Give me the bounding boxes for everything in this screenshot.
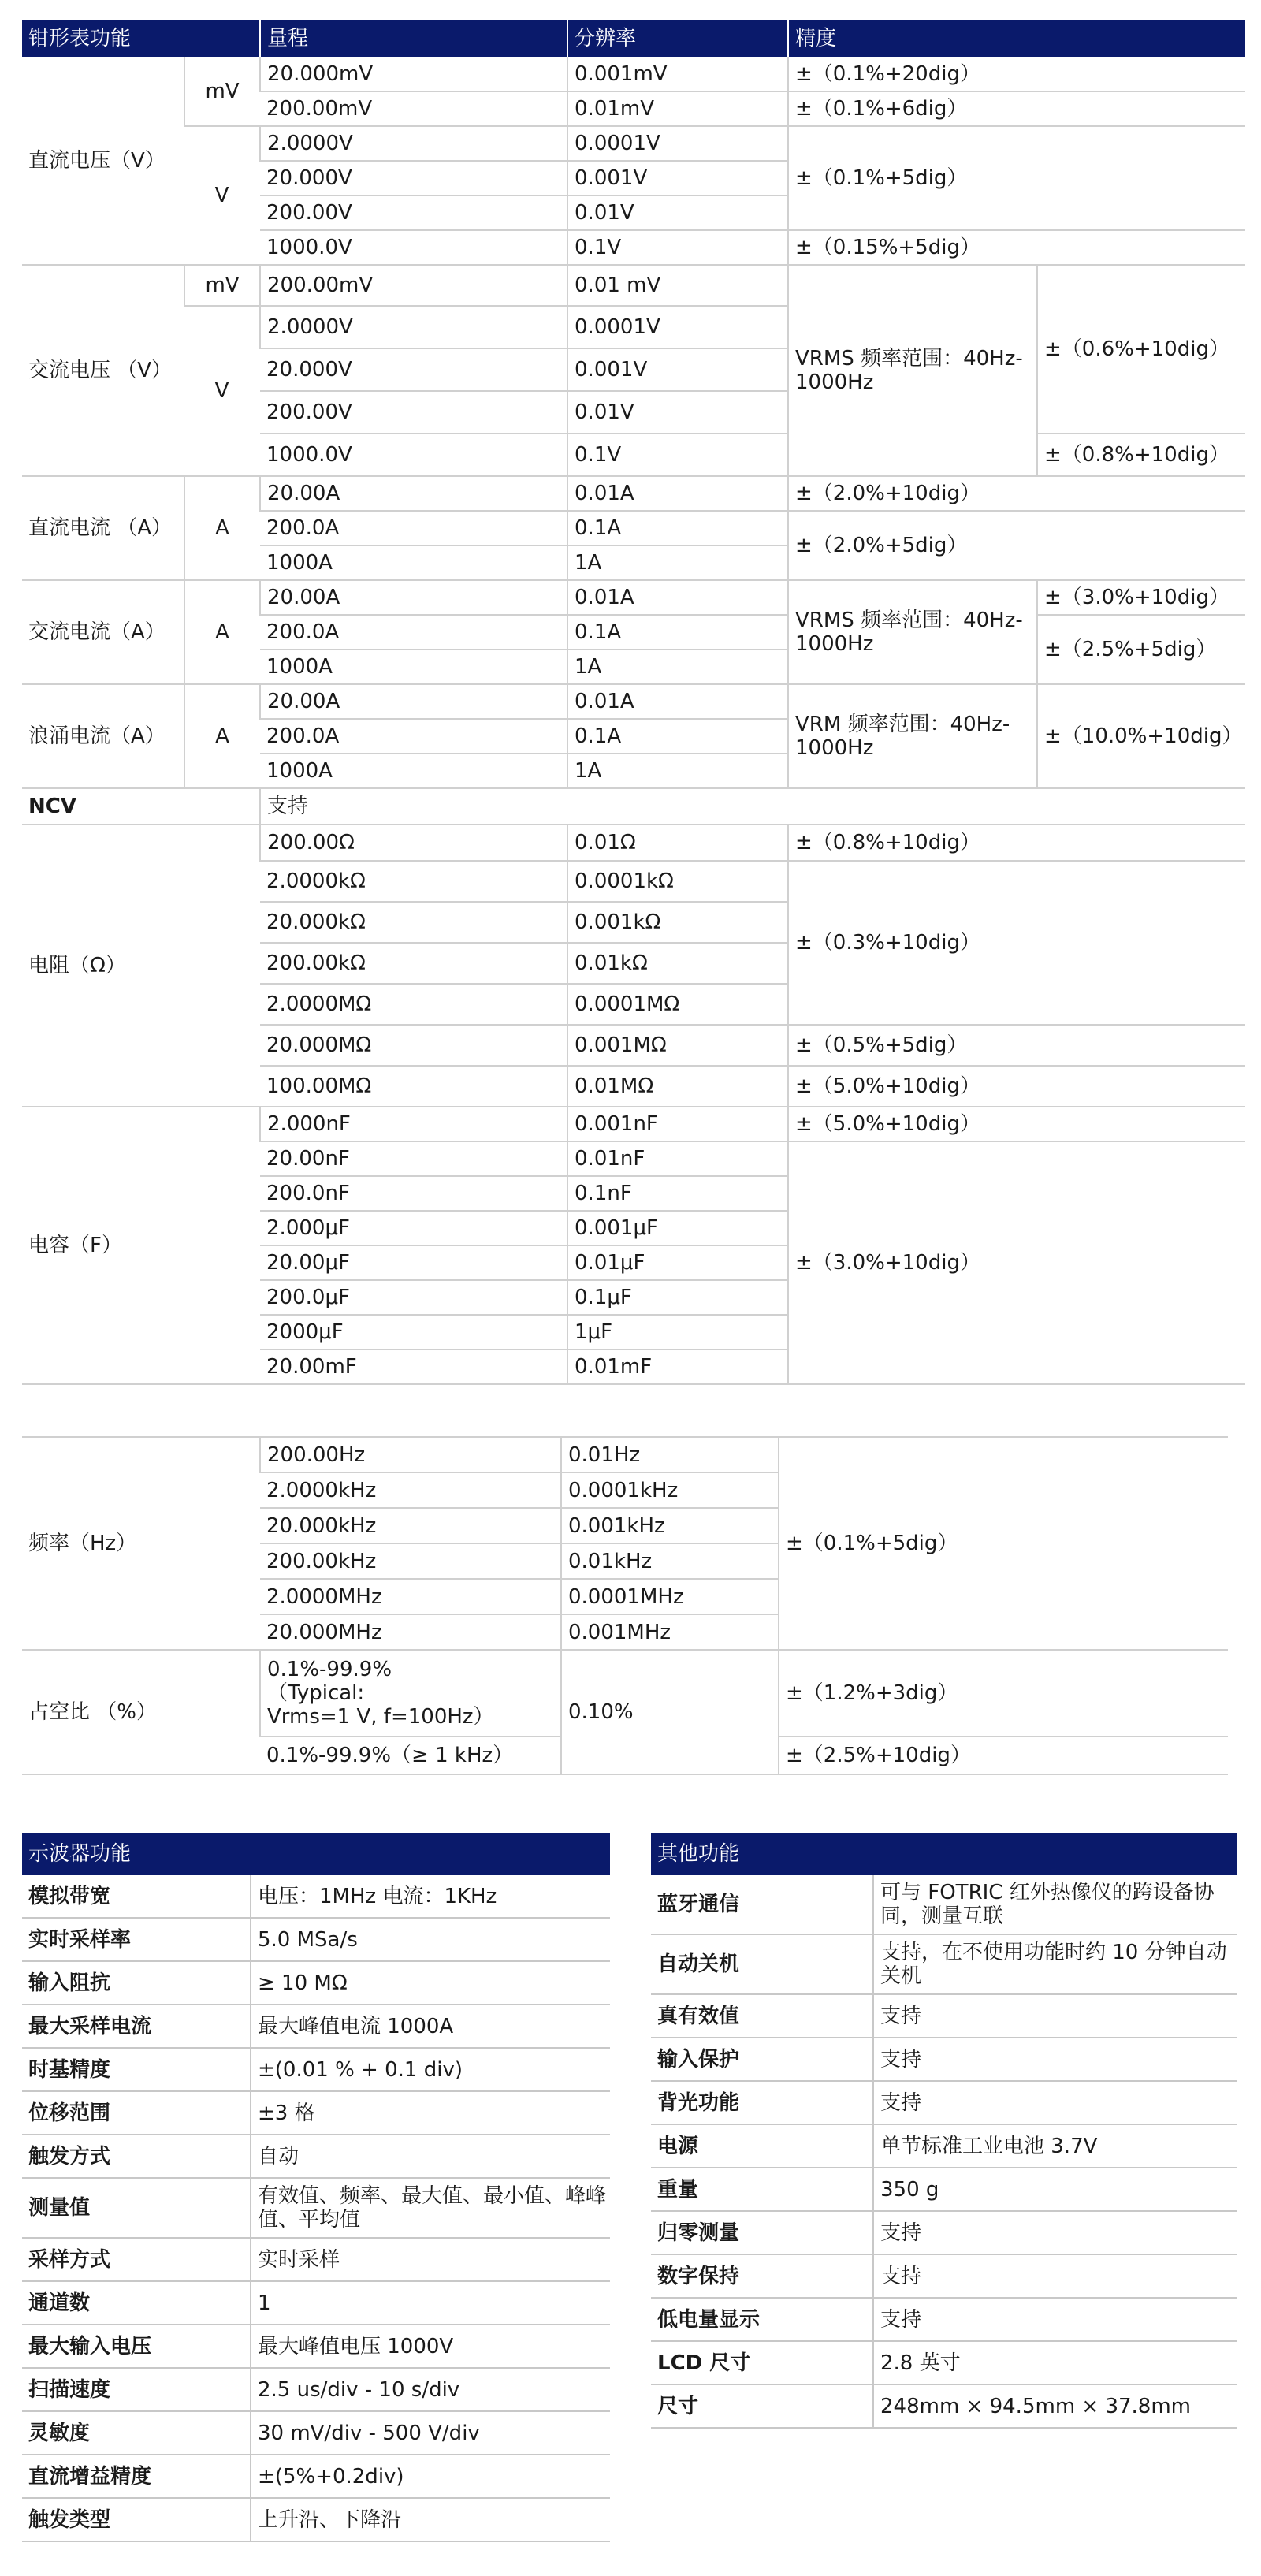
duty-accuracy-2: ±（2.5%+10dig） bbox=[779, 1737, 1228, 1774]
spec-value: 2.5 us/div - 10 s/div bbox=[251, 2368, 610, 2411]
range-cell: 20.00mF bbox=[260, 1349, 567, 1384]
range-cell: 2.0000MΩ bbox=[260, 984, 567, 1025]
resolution-cell: 0.01A bbox=[567, 476, 788, 511]
range-cell: 20.00A bbox=[260, 476, 567, 511]
range-cell: 200.00Hz bbox=[260, 1437, 561, 1472]
accuracy-cell: ±（2.0%+5dig） bbox=[788, 511, 1245, 580]
surge-freq-range: VRM 频率范围：40Hz-1000Hz bbox=[788, 684, 1037, 788]
oscilloscope-table bbox=[22, 1833, 610, 2542]
range-cell: 200.00kΩ bbox=[260, 943, 567, 984]
range-cell: 20.000V bbox=[260, 161, 567, 195]
table-row bbox=[22, 2178, 610, 2238]
table-row bbox=[651, 2384, 1237, 2428]
range-cell: 200.0A bbox=[260, 511, 567, 545]
scope-header: 示波器功能 bbox=[22, 1833, 610, 1875]
aca-accuracy-2: ±（2.5%+5dig） bbox=[1037, 615, 1245, 684]
resolution-cell: 0.01A bbox=[567, 684, 788, 719]
resolution-cell: 0.01V bbox=[567, 195, 788, 230]
range-cell: 20.000kHz bbox=[260, 1508, 561, 1543]
accuracy-cell: ±（0.1%+5dig） bbox=[788, 126, 1245, 230]
resolution-cell: 0.01A bbox=[567, 580, 788, 615]
range-cell: 100.00MΩ bbox=[260, 1066, 567, 1107]
table-row bbox=[22, 476, 1245, 511]
table-row bbox=[22, 2281, 610, 2325]
spec-value: 支持，在不使用功能时约 10 分钟自动关机 bbox=[873, 1934, 1237, 1994]
resolution-cell: 0.01μF bbox=[567, 1245, 788, 1280]
spec-key: 灵敏度 bbox=[22, 2411, 251, 2455]
range-cell: 20.00μF bbox=[260, 1245, 567, 1280]
other-header-row bbox=[651, 1833, 1237, 1875]
spec-value: 自动 bbox=[251, 2135, 610, 2178]
table-row bbox=[22, 1107, 1245, 1141]
table-row bbox=[22, 2368, 610, 2411]
accuracy-cell: ±（5.0%+10dig） bbox=[788, 1107, 1245, 1141]
resolution-cell: 0.001nF bbox=[567, 1107, 788, 1141]
table-row bbox=[651, 2124, 1237, 2168]
table-row bbox=[22, 788, 1245, 825]
spec-key: 蓝牙通信 bbox=[651, 1875, 873, 1934]
spec-key: 真有效值 bbox=[651, 1994, 873, 2038]
spec-value: 单节标准工业电池 3.7V bbox=[873, 2124, 1237, 2168]
spec-key: 自动关机 bbox=[651, 1934, 873, 1994]
range-cell: 200.0nF bbox=[260, 1176, 567, 1211]
range-cell: 1000.0V bbox=[260, 230, 567, 265]
dcv-unit-v: V bbox=[184, 126, 260, 265]
header-accuracy: 精度 bbox=[788, 20, 1245, 57]
table-row bbox=[651, 2168, 1237, 2211]
duty-accuracy-1: ±（1.2%+3dig） bbox=[779, 1650, 1228, 1737]
spec-value: 可与 FOTRIC 红外热像仪的跨设备协同，测量互联 bbox=[873, 1875, 1237, 1934]
spec-key: 扫描速度 bbox=[22, 2368, 251, 2411]
table-row bbox=[22, 1918, 610, 1961]
spec-key: 位移范围 bbox=[22, 2091, 251, 2135]
range-cell: 2.0000kΩ bbox=[260, 861, 567, 902]
range-cell: 2.0000kHz bbox=[260, 1472, 561, 1508]
resolution-cell: 0.01MΩ bbox=[567, 1066, 788, 1107]
acv-unit-v: V bbox=[184, 306, 260, 476]
acv-accuracy-2: ±（0.8%+10dig） bbox=[1037, 434, 1245, 476]
table-row bbox=[22, 2238, 610, 2281]
aca-freq-range: VRMS 频率范围：40Hz-1000Hz bbox=[788, 580, 1037, 684]
spec-key: 低电量显示 bbox=[651, 2298, 873, 2341]
spec-key: 采样方式 bbox=[22, 2238, 251, 2281]
resolution-cell: 0.01 mV bbox=[567, 265, 788, 306]
spec-key: 背光功能 bbox=[651, 2081, 873, 2124]
table-row bbox=[22, 57, 1245, 91]
spec-key: 数字保持 bbox=[651, 2254, 873, 2298]
surge-label: 浪涌电流（A） bbox=[22, 684, 184, 788]
table-row bbox=[22, 1650, 1228, 1737]
resolution-cell: 1A bbox=[567, 545, 788, 580]
table-row bbox=[651, 2038, 1237, 2081]
range-cell: 20.00A bbox=[260, 684, 567, 719]
duty-range-1 bbox=[260, 1650, 561, 1737]
resolution-cell: 0.1μF bbox=[567, 1280, 788, 1315]
resolution-cell: 0.1nF bbox=[567, 1176, 788, 1211]
resolution-cell: 0.0001V bbox=[567, 126, 788, 161]
other-functions-table bbox=[651, 1833, 1237, 2429]
range-cell: 200.0A bbox=[260, 615, 567, 650]
ncv-label: NCV bbox=[22, 788, 260, 825]
resolution-cell: 1A bbox=[567, 650, 788, 684]
dcv-unit-mv: mV bbox=[184, 57, 260, 126]
accuracy-cell: ±（3.0%+10dig） bbox=[788, 1141, 1245, 1384]
aca-label: 交流电流（A） bbox=[22, 580, 184, 684]
dca-label: 直流电流 （A） bbox=[22, 476, 184, 580]
spec-value: ±(5%+0.2div) bbox=[251, 2455, 610, 2498]
accuracy-cell: ±（0.3%+10dig） bbox=[788, 861, 1245, 1025]
dcv-label: 直流电压（V） bbox=[22, 57, 184, 265]
accuracy-cell: ±（2.0%+10dig） bbox=[788, 476, 1245, 511]
resolution-cell: 0.001μF bbox=[567, 1211, 788, 1245]
table-row bbox=[22, 2135, 610, 2178]
duty-range-2: 0.1%-99.9%（≥ 1 kHz） bbox=[260, 1737, 561, 1774]
spec-value: 350 g bbox=[873, 2168, 1237, 2211]
duty-range-1-line-2: （Typical: bbox=[267, 1681, 365, 1705]
spec-value: 有效值、频率、最大值、最小值、峰峰值、平均值 bbox=[251, 2178, 610, 2238]
spec-value: 2.8 英寸 bbox=[873, 2341, 1237, 2384]
table-row bbox=[22, 580, 1245, 615]
resolution-cell: 0.001MHz bbox=[561, 1614, 779, 1650]
duty-range-1-line-3: Vrms=1 V, f=100Hz） bbox=[267, 1705, 494, 1729]
range-cell: 200.00V bbox=[260, 195, 567, 230]
duty-range-1-line-1: 0.1%-99.9% bbox=[267, 1658, 392, 1681]
surge-unit: A bbox=[184, 684, 260, 788]
range-cell: 200.0A bbox=[260, 719, 567, 754]
spec-key: 实时采样率 bbox=[22, 1918, 251, 1961]
spec-value: ≥ 10 MΩ bbox=[251, 1961, 610, 2005]
spec-value: 248mm × 94.5mm × 37.8mm bbox=[873, 2384, 1237, 2428]
spec-value: 支持 bbox=[873, 1994, 1237, 2038]
scope-header-row bbox=[22, 1833, 610, 1875]
resolution-cell: 0.1A bbox=[567, 719, 788, 754]
range-cell: 200.00Ω bbox=[260, 825, 567, 861]
acv-accuracy-1: ±（0.6%+10dig） bbox=[1037, 265, 1245, 434]
spec-value: ±3 格 bbox=[251, 2091, 610, 2135]
table-row bbox=[651, 1994, 1237, 2038]
resolution-cell: 0.001kΩ bbox=[567, 902, 788, 943]
range-cell: 1000A bbox=[260, 754, 567, 788]
spec-key: 时基精度 bbox=[22, 2048, 251, 2091]
freq-accuracy: ±（0.1%+5dig） bbox=[779, 1437, 1228, 1650]
spec-key: 最大输入电压 bbox=[22, 2325, 251, 2368]
resolution-cell: 0.01Ω bbox=[567, 825, 788, 861]
spec-key: 尺寸 bbox=[651, 2384, 873, 2428]
spec-value: 支持 bbox=[873, 2254, 1237, 2298]
resolution-cell: 0.0001V bbox=[567, 306, 788, 348]
accuracy-cell: ±（0.15%+5dig） bbox=[788, 230, 1245, 265]
range-cell: 1000A bbox=[260, 650, 567, 684]
table-row bbox=[22, 2091, 610, 2135]
spec-key: 通道数 bbox=[22, 2281, 251, 2325]
table-row bbox=[651, 2298, 1237, 2341]
spec-value: 最大峰值电流 1000A bbox=[251, 2005, 610, 2048]
spec-key: 测量值 bbox=[22, 2178, 251, 2238]
accuracy-cell: ±（0.1%+6dig） bbox=[788, 91, 1245, 126]
range-cell: 2.0000MHz bbox=[260, 1579, 561, 1614]
spec-key: 输入阻抗 bbox=[22, 1961, 251, 2005]
spec-value: 30 mV/div - 500 V/div bbox=[251, 2411, 610, 2455]
resolution-cell: 0.001mV bbox=[567, 57, 788, 91]
resolution-cell: 1μF bbox=[567, 1315, 788, 1349]
table-row bbox=[651, 2341, 1237, 2384]
accuracy-cell: ±（5.0%+10dig） bbox=[788, 1066, 1245, 1107]
resolution-cell: 0.0001kΩ bbox=[567, 861, 788, 902]
duty-resolution: 0.10% bbox=[561, 1650, 779, 1774]
table-row bbox=[22, 2498, 610, 2541]
spec-value: 5.0 MSa/s bbox=[251, 1918, 610, 1961]
resolution-cell: 0.01kHz bbox=[561, 1543, 779, 1579]
range-cell: 20.00A bbox=[260, 580, 567, 615]
resolution-cell: 0.01nF bbox=[567, 1141, 788, 1176]
table-row bbox=[22, 825, 1245, 861]
resolution-cell: 0.01kΩ bbox=[567, 943, 788, 984]
duty-label: 占空比 （%） bbox=[22, 1650, 260, 1774]
resolution-cell: 0.1A bbox=[567, 511, 788, 545]
table-row bbox=[22, 1875, 610, 1918]
table-row bbox=[651, 2254, 1237, 2298]
res-label: 电阻（Ω） bbox=[22, 825, 260, 1107]
range-cell: 20.00nF bbox=[260, 1141, 567, 1176]
spec-value: 支持 bbox=[873, 2081, 1237, 2124]
aca-accuracy-1: ±（3.0%+10dig） bbox=[1037, 580, 1245, 615]
resolution-cell: 0.01V bbox=[567, 391, 788, 434]
table-row bbox=[22, 126, 1245, 161]
range-cell: 20.000MΩ bbox=[260, 1025, 567, 1066]
table-row bbox=[651, 1875, 1237, 1934]
table-row bbox=[22, 684, 1245, 719]
spec-key: 直流增益精度 bbox=[22, 2455, 251, 2498]
freq-label: 频率（Hz） bbox=[22, 1437, 260, 1650]
table-row bbox=[22, 265, 1245, 306]
resolution-cell: 0.1V bbox=[567, 230, 788, 265]
clamp-header-row bbox=[22, 20, 1245, 57]
range-cell: 200.00mV bbox=[260, 265, 567, 306]
range-cell: 20.000mV bbox=[260, 57, 567, 91]
spec-value: 1 bbox=[251, 2281, 610, 2325]
spec-key: 触发方式 bbox=[22, 2135, 251, 2178]
range-cell: 2000μF bbox=[260, 1315, 567, 1349]
spec-value: 支持 bbox=[873, 2211, 1237, 2254]
table-row bbox=[651, 2211, 1237, 2254]
spec-value: 支持 bbox=[873, 2038, 1237, 2081]
resolution-cell: 0.01Hz bbox=[561, 1437, 779, 1472]
resolution-cell: 1A bbox=[567, 754, 788, 788]
spec-value: ±(0.01 % + 0.1 div) bbox=[251, 2048, 610, 2091]
spec-key: 重量 bbox=[651, 2168, 873, 2211]
header-range: 量程 bbox=[260, 20, 567, 57]
resolution-cell: 0.01mV bbox=[567, 91, 788, 126]
surge-accuracy: ±（10.0%+10dig） bbox=[1037, 684, 1245, 788]
acv-label: 交流电压 （V） bbox=[22, 265, 184, 476]
range-cell: 200.0μF bbox=[260, 1280, 567, 1315]
aca-unit: A bbox=[184, 580, 260, 684]
header-function: 钳形表功能 bbox=[22, 20, 260, 57]
table-row bbox=[22, 1437, 1228, 1472]
spec-value: 实时采样 bbox=[251, 2238, 610, 2281]
other-header: 其他功能 bbox=[651, 1833, 1237, 1875]
frequency-duty-table bbox=[22, 1436, 1228, 1775]
acv-freq-range: VRMS 频率范围：40Hz-1000Hz bbox=[788, 265, 1037, 476]
resolution-cell: 0.1V bbox=[567, 434, 788, 476]
resolution-cell: 0.1A bbox=[567, 615, 788, 650]
resolution-cell: 0.0001kHz bbox=[561, 1472, 779, 1508]
cap-label: 电容（F） bbox=[22, 1107, 260, 1384]
resolution-cell: 0.001kHz bbox=[561, 1508, 779, 1543]
resolution-cell: 0.001V bbox=[567, 161, 788, 195]
spec-key: 最大采样电流 bbox=[22, 2005, 251, 2048]
resolution-cell: 0.001MΩ bbox=[567, 1025, 788, 1066]
accuracy-cell: ±（0.5%+5dig） bbox=[788, 1025, 1245, 1066]
resolution-cell: 0.01mF bbox=[567, 1349, 788, 1384]
table-row bbox=[22, 2048, 610, 2091]
table-row bbox=[22, 2325, 610, 2368]
table-row bbox=[651, 2081, 1237, 2124]
spec-value: 上升沿、下降沿 bbox=[251, 2498, 610, 2541]
range-cell: 2.0000V bbox=[260, 306, 567, 348]
range-cell: 1000.0V bbox=[260, 434, 567, 476]
table-row bbox=[651, 1934, 1237, 1994]
range-cell: 20.000kΩ bbox=[260, 902, 567, 943]
spec-value: 电压：1MHz 电流：1KHz bbox=[251, 1875, 610, 1918]
ncv-value: 支持 bbox=[260, 788, 1245, 825]
table-row bbox=[22, 2005, 610, 2048]
spec-value: 最大峰值电压 1000V bbox=[251, 2325, 610, 2368]
range-cell: 200.00mV bbox=[260, 91, 567, 126]
header-resolution: 分辨率 bbox=[567, 20, 788, 57]
spec-key: 电源 bbox=[651, 2124, 873, 2168]
range-cell: 2.000μF bbox=[260, 1211, 567, 1245]
range-cell: 20.000MHz bbox=[260, 1614, 561, 1650]
range-cell: 200.00kHz bbox=[260, 1543, 561, 1579]
spec-key: 触发类型 bbox=[22, 2498, 251, 2541]
table-row bbox=[22, 2455, 610, 2498]
clamp-spec-table bbox=[22, 20, 1245, 1385]
spec-key: 模拟带宽 bbox=[22, 1875, 251, 1918]
range-cell: 200.00V bbox=[260, 391, 567, 434]
table-row bbox=[22, 1961, 610, 2005]
range-cell: 1000A bbox=[260, 545, 567, 580]
spec-value: 支持 bbox=[873, 2298, 1237, 2341]
dca-unit: A bbox=[184, 476, 260, 580]
resolution-cell: 0.001V bbox=[567, 348, 788, 391]
acv-unit-mv: mV bbox=[184, 265, 260, 306]
resolution-cell: 0.0001MHz bbox=[561, 1579, 779, 1614]
range-cell: 2.0000V bbox=[260, 126, 567, 161]
spec-key: 归零测量 bbox=[651, 2211, 873, 2254]
spec-key: LCD 尺寸 bbox=[651, 2341, 873, 2384]
accuracy-cell: ±（0.1%+20dig） bbox=[788, 57, 1245, 91]
range-cell: 20.000V bbox=[260, 348, 567, 391]
spec-key: 输入保护 bbox=[651, 2038, 873, 2081]
accuracy-cell: ±（0.8%+10dig） bbox=[788, 825, 1245, 861]
table-row bbox=[22, 2411, 610, 2455]
range-cell: 2.000nF bbox=[260, 1107, 567, 1141]
resolution-cell: 0.0001MΩ bbox=[567, 984, 788, 1025]
